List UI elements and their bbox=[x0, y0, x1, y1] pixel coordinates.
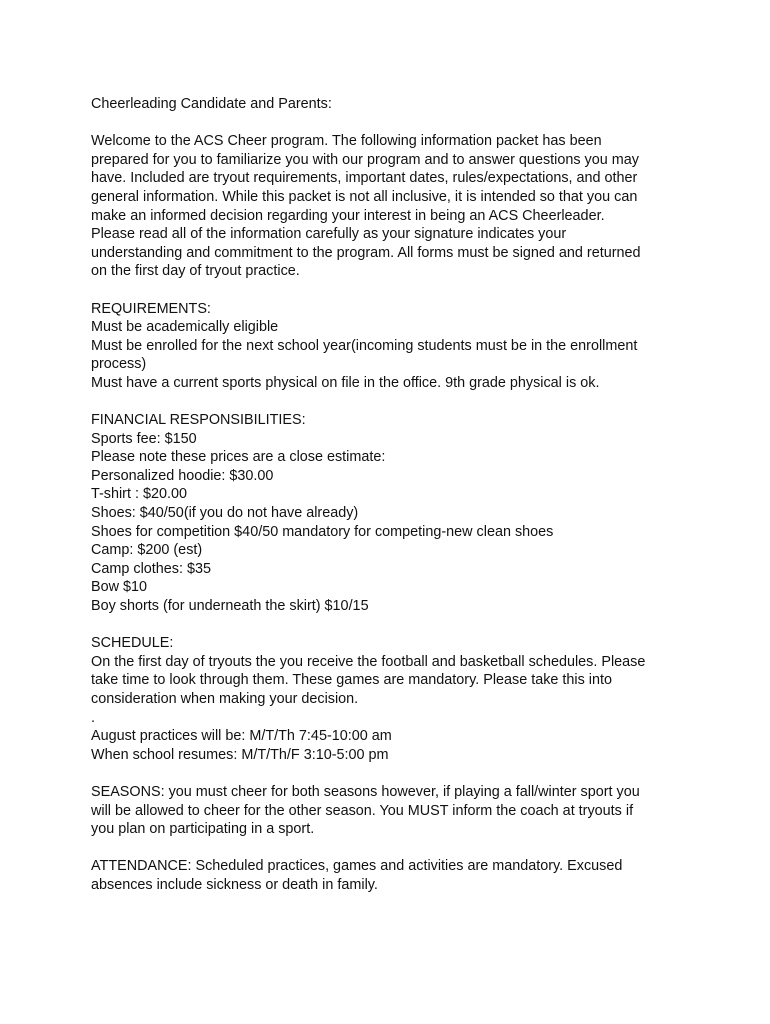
requirements-heading: REQUIREMENTS: bbox=[91, 300, 211, 317]
financial-line: Boy shorts (for underneath the skirt) $10/15 bbox=[91, 598, 369, 615]
financial-line: Sports fee: $150 bbox=[91, 430, 197, 447]
financial-heading: FINANCIAL RESPONSIBILITIES: bbox=[91, 412, 306, 429]
welcome-line: understanding and commitment to the program. All forms must be signed and returned bbox=[91, 244, 641, 261]
schedule-section bbox=[91, 634, 691, 764]
financial-line: Camp clothes: $35 bbox=[91, 560, 211, 577]
financial-line: Camp: $200 (est) bbox=[91, 542, 203, 559]
welcome-line: on the first day of tryout practice. bbox=[91, 263, 300, 280]
schedule-line: consideration when making your decision. bbox=[91, 691, 359, 707]
welcome-line: have. Included are tryout requirements, important dates, rules/expectations, and other bbox=[91, 170, 638, 187]
financial-line: Personalized hoodie: $30.00 bbox=[91, 467, 274, 484]
schedule-line: On the first day of tryouts the you receive the football and basketball schedules. Please bbox=[91, 653, 646, 670]
seasons-line: will be allowed to cheer for the other season. You MUST inform the coach at tryouts if bbox=[91, 802, 634, 819]
paragraph-gap bbox=[91, 281, 691, 300]
financial-line: T-shirt : $20.00 bbox=[91, 486, 187, 503]
financial-line: Shoes: $40/50(if you do not have already) bbox=[91, 505, 359, 522]
requirements-line: process) bbox=[91, 356, 147, 373]
requirements-line: Must be enrolled for the next school year(incoming students must be in the enrollment bbox=[91, 337, 638, 354]
schedule-line: August practices will be: M/T/Th 7:45-10:00 am bbox=[91, 728, 392, 745]
paragraph-gap bbox=[91, 393, 691, 412]
welcome-line: Welcome to the ACS Cheer program. The following information packet has been bbox=[91, 133, 602, 150]
attendance-line: absences include sickness or death in family. bbox=[91, 876, 378, 893]
requirements-section bbox=[91, 300, 691, 393]
paragraph-gap bbox=[91, 839, 691, 858]
financial-line: Please note these prices are a close estimate: bbox=[91, 449, 386, 466]
schedule-line: When school resumes: M/T/Th/F 3:10-5:00 pm bbox=[91, 746, 389, 763]
attendance-section bbox=[91, 857, 691, 894]
requirements-line: Must have a current sports physical on file in the office. 9th grade physical is ok. bbox=[91, 374, 600, 391]
salutation: Cheerleading Candidate and Parents: bbox=[91, 96, 332, 112]
requirements-line: Must be academically eligible bbox=[91, 319, 279, 336]
paragraph-gap bbox=[91, 114, 691, 133]
financial-line: Bow $10 bbox=[91, 579, 148, 596]
welcome-line: make an informed decision regarding your interest in being an ACS Cheerleader. bbox=[91, 207, 605, 224]
welcome-paragraph bbox=[91, 132, 691, 281]
schedule-line: . bbox=[91, 709, 95, 726]
seasons-section bbox=[91, 783, 691, 839]
attendance-line: ATTENDANCE: Scheduled practices, games and activities are mandatory. Excused bbox=[91, 858, 623, 875]
seasons-line: you plan on participating in a sport. bbox=[91, 821, 315, 838]
document-page bbox=[91, 95, 691, 895]
financial-line: Shoes for competition $40/50 mandatory for competing-new clean shoes bbox=[91, 523, 554, 540]
welcome-line: prepared for you to familiarize you with our program and to answer questions you may bbox=[91, 151, 639, 168]
paragraph-gap bbox=[91, 764, 691, 783]
welcome-line: general information. While this packet is not all inclusive, it is intended so that you can bbox=[91, 188, 638, 205]
financial-section bbox=[91, 411, 691, 616]
schedule-line: take time to look through them. These games are mandatory. Please take this into bbox=[91, 672, 613, 689]
welcome-line: Please read all of the information carefully as your signature indicates your bbox=[91, 226, 567, 243]
seasons-line: SEASONS: you must cheer for both seasons however, if playing a fall/winter sport you bbox=[91, 783, 640, 800]
paragraph-gap bbox=[91, 616, 691, 635]
schedule-heading: SCHEDULE: bbox=[91, 635, 174, 652]
